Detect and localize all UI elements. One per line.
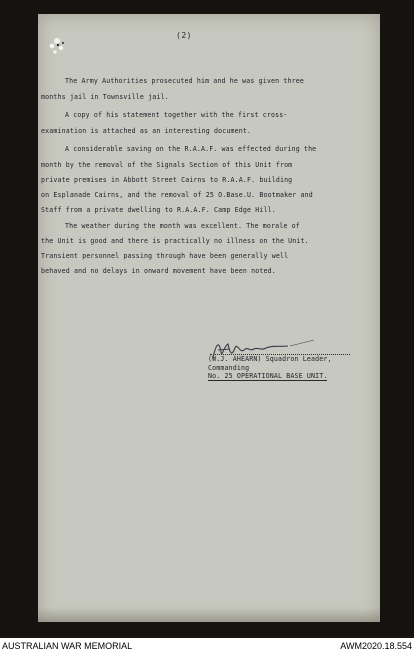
document-page: [38, 14, 380, 622]
archive-footer: [0, 638, 414, 653]
text-line: Staff from a private dwelling to R.A.A.F. Camp Edge Hill.: [41, 206, 276, 214]
text-line: months jail in Townsville jail.: [41, 93, 169, 101]
text-line: private premises in Abbott Street Cairns to R.A.A.F. building: [41, 176, 293, 184]
signatory-name: (W.J. AHEARN) Squadron Leader,: [208, 355, 332, 363]
text-line: Transient personnel passing through have been generally well: [41, 252, 289, 260]
signatory-role: Commanding: [208, 364, 250, 372]
text-line: The weather during the month was excellent. The morale of: [65, 222, 300, 230]
signatory-unit: No. 25 OPERATIONAL BASE UNIT.: [208, 372, 328, 380]
text-line: the Unit is good and there is practically no illness on the Unit.: [41, 237, 309, 245]
ink-blot-mark: [43, 34, 71, 58]
text-line: The Army Authorities prosecuted him and he was given three: [65, 77, 304, 85]
page-number: (2): [176, 31, 192, 40]
text-line: examination is attached as an interesting document.: [41, 127, 252, 135]
text-line: month by the removal of the Signals Section of this Unit from: [41, 161, 293, 169]
text-line: behaved and no delays in onward movement have been noted.: [41, 267, 276, 275]
text-line: A copy of his statement together with the first cross-: [65, 111, 288, 119]
text-line: on Esplanade Cairns, and the removal of 25 O.Base.U. Bootmaker and: [41, 191, 313, 199]
footer-accession-number: AWM2020.18.554: [340, 641, 412, 651]
footer-institution: AUSTRALIAN WAR MEMORIAL: [2, 641, 133, 651]
text-line: A considerable saving on the R.A.A.F. was effected during the: [65, 145, 317, 153]
